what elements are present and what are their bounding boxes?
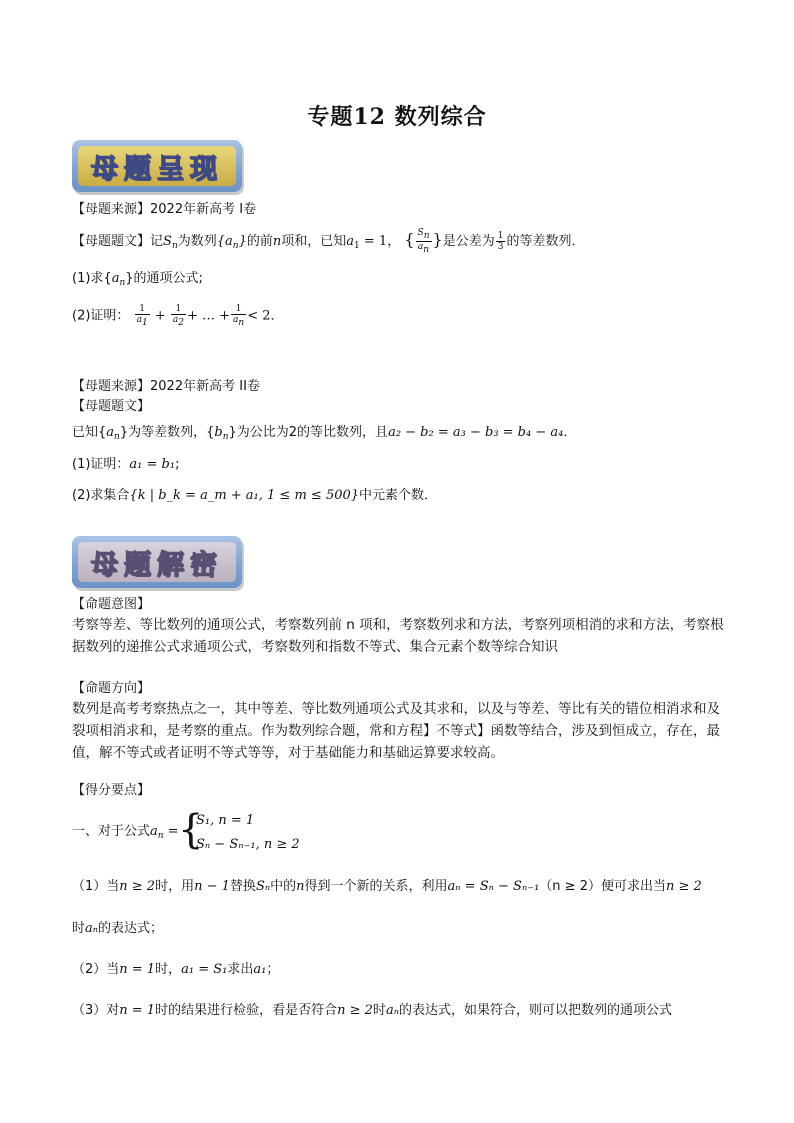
- source-value: 2022年新高考 I卷: [150, 202, 257, 217]
- text: 为数列: [177, 234, 217, 249]
- fraction-one-third: [496, 231, 506, 252]
- text: 中的: [270, 879, 297, 894]
- q1-part2: (2)证明： $\frac{1}{a_1}$ + $\frac{1}{a_2}$ + … + $\frac{1}{a_n}$ < 2．: [72, 304, 284, 328]
- q2-part2: [72, 487, 437, 505]
- piecewise-case2: Sₙ − Sₙ₋₁, n ≥ 2: [196, 837, 300, 852]
- text-label: 【母题题文】: [72, 234, 151, 249]
- points-step3: [72, 1002, 672, 1020]
- q1-text-line: [72, 228, 584, 255]
- text: ．: [563, 425, 577, 440]
- text: (2)证明：: [72, 308, 130, 324]
- fraction-1-an: $\frac{1}{a_n}$: [233, 304, 245, 328]
- page-title: 专题12 数列综合: [307, 104, 487, 130]
- text: （3）对: [72, 1003, 120, 1018]
- math: Sₙ: [255, 879, 271, 894]
- brace-open: {: [404, 230, 415, 249]
- brace-close: }: [432, 230, 443, 249]
- math: {k | b_k = a_m + a₁, 1 ≤ m ≤ 500}: [129, 488, 360, 503]
- frac-num-sub: n: [423, 231, 430, 241]
- text: (1)求{: [72, 271, 112, 286]
- text: （2）当: [72, 962, 120, 977]
- math: n: [272, 234, 282, 249]
- q2-line1: [72, 424, 576, 446]
- text: 时，: [155, 962, 182, 977]
- points-label: 【得分要点】: [72, 783, 151, 798]
- math: aₙ: [385, 1003, 399, 1018]
- fraction-sn-an: [416, 228, 432, 255]
- text: 求出: [227, 962, 254, 977]
- frac-num: S: [417, 228, 424, 238]
- math: S: [163, 234, 172, 249]
- frac-den-sub: n: [423, 245, 430, 255]
- q2-text-label: 【母题题文】: [72, 399, 151, 414]
- banner-problem-presentation: [72, 140, 242, 192]
- math: =: [163, 824, 179, 839]
- math: a₁ = b₁: [129, 457, 176, 472]
- text: 时: [372, 1003, 386, 1018]
- math: = 1，: [359, 234, 401, 249]
- points-item1: [72, 823, 179, 845]
- math: n = 1: [119, 1003, 156, 1018]
- math: + … +: [186, 308, 231, 324]
- math: a: [111, 271, 120, 286]
- text: 记: [150, 234, 164, 249]
- source-value: 2022年新高考 II卷: [150, 379, 260, 394]
- text: 的前: [246, 234, 273, 249]
- text: 的等差数列．: [506, 234, 585, 249]
- text: }为等差数列，{: [119, 425, 215, 440]
- frac-den: 3: [497, 242, 504, 252]
- math-sub: n: [119, 278, 126, 288]
- source-label: 【母题来源】: [72, 379, 151, 394]
- math: a₁: [253, 962, 267, 977]
- points-step2: [72, 961, 279, 979]
- text: 项和，已知: [281, 234, 347, 249]
- text: 替换: [229, 879, 256, 894]
- intent-label: 【命题意图】: [72, 597, 151, 612]
- direction-label: 【命题方向】: [72, 681, 151, 696]
- banner-label: 母题解密: [91, 549, 223, 581]
- math-sub: n: [171, 241, 178, 251]
- text: 时的结果进行检验，看是否符合: [155, 1003, 338, 1018]
- direction-text: 数列是高考考察热点之一，其中等差、等比数列通项公式及其求和，以及与等差、等比有关的错位相消求和及裂项相消求和，是考察的重点。作为数列综合题，常和方程】不等式】函数等结合，涉及到恒成立，存在，最值，解不等式或者证明不等式等等，对于基础能力和基础运算要求较高。: [72, 701, 720, 761]
- fraction-1-a2: $\frac{1}{a_2}$: [172, 304, 184, 328]
- text: }的通项公式;: [125, 271, 203, 286]
- text: 得到一个新的关系，利用: [304, 879, 448, 894]
- text: }为公比为2的等比数列，且: [228, 425, 389, 440]
- math: n − 1: [194, 879, 230, 894]
- text: 时，用: [155, 879, 195, 894]
- source-label: 【母题来源】: [72, 202, 151, 217]
- q1-source-line: [72, 201, 256, 219]
- text: 的表达式；: [98, 921, 164, 936]
- points-step1: [72, 878, 702, 896]
- math: n ≥ 2: [119, 879, 156, 894]
- text: 时: [72, 921, 86, 936]
- banner-problem-analysis: [72, 536, 242, 588]
- points-step1-cont: [72, 920, 163, 938]
- text: （n ≥ 2）便可求出当: [539, 879, 666, 894]
- text: (1)证明：: [72, 457, 130, 472]
- frac-den: a: [417, 242, 424, 252]
- frac-num: 1: [497, 231, 504, 241]
- text: 的表达式，如果符合，则可以把数列的通项公式: [398, 1003, 672, 1018]
- math: }: [238, 234, 247, 249]
- math: $a_n$: [150, 824, 164, 841]
- text: 一、对于公式: [72, 824, 151, 839]
- piecewise-case1: S₁, n = 1: [196, 813, 255, 828]
- math: $a_n$: [106, 425, 120, 442]
- math: {a: [216, 234, 233, 249]
- banner-label: 母题呈现: [91, 153, 223, 185]
- text: ；: [266, 962, 280, 977]
- math: $b_n$: [214, 425, 229, 442]
- math: a₁ = S₁: [181, 962, 228, 977]
- math: aₙ = Sₙ − Sₙ₋₁: [447, 879, 540, 894]
- math: n: [296, 879, 305, 894]
- math-sub: n: [232, 241, 239, 251]
- math: a₂ − b₂ = a₃ − b₃ = b₄ − a₄: [388, 425, 564, 440]
- math: n ≥ 2: [665, 879, 702, 894]
- text: 中元素个数．: [359, 488, 438, 503]
- math: a: [346, 234, 355, 249]
- text: (2)求集合: [72, 488, 130, 503]
- math: aₙ: [85, 921, 99, 936]
- math-sub: 1: [354, 241, 360, 251]
- q2-part1: [72, 456, 179, 474]
- q1-part1: [72, 270, 203, 292]
- fraction-1-a1: $\frac{1}{a_1}$: [136, 304, 148, 328]
- text: （1）当: [72, 879, 120, 894]
- text: 是公差为: [442, 234, 495, 249]
- text: ;: [175, 457, 180, 472]
- math: < 2．: [247, 308, 284, 324]
- piecewise-brace: {: [178, 807, 204, 853]
- text: 已知{: [72, 425, 107, 440]
- math: n = 1: [119, 962, 156, 977]
- math: n ≥ 2: [337, 1003, 373, 1018]
- q2-source-line: [72, 378, 260, 396]
- intent-text: 考察等差、等比数列的通项公式，考察数列前 n 项和，考察数列求和方法，考察列项相消的求和方法，考察根据数列的递推公式求通项公式，考察数列和指数不等式、集合元素个数等综合知识: [72, 617, 724, 655]
